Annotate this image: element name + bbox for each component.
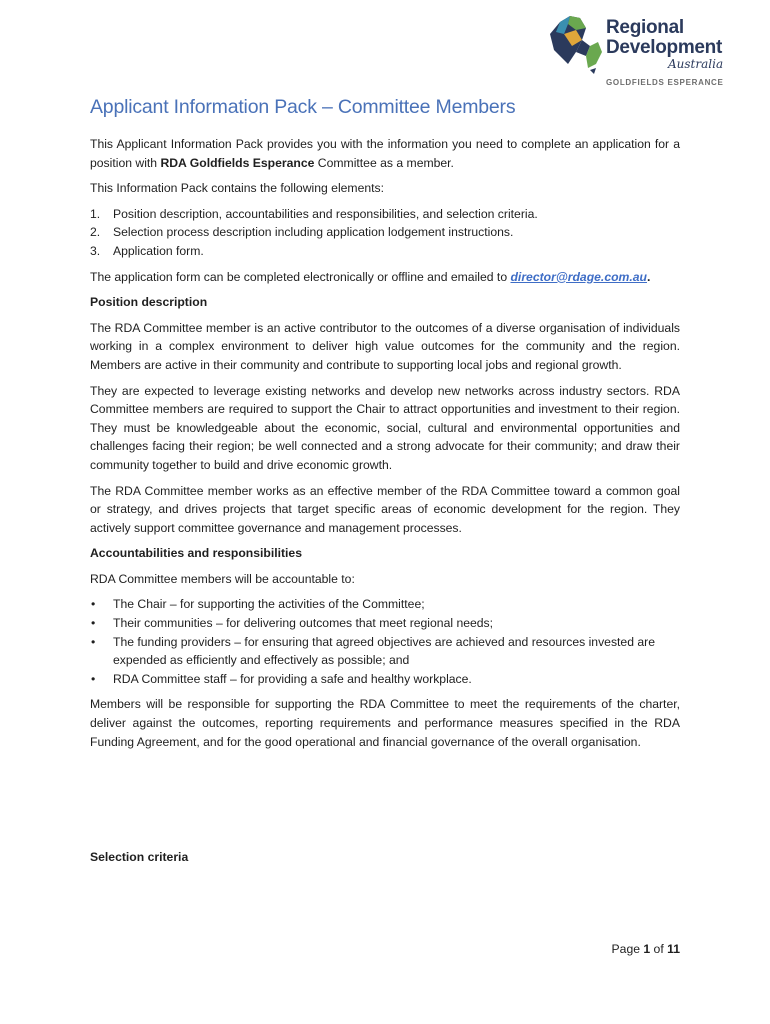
accountabilities-list	[90, 595, 680, 688]
bullet-icon: •	[91, 597, 96, 612]
application-note-end: .	[647, 269, 651, 284]
list-item	[90, 205, 680, 224]
bullet-icon: •	[91, 616, 96, 631]
list-item-text: The Chair – for supporting the activities of the Committee;	[113, 597, 425, 612]
accountabilities-heading: Accountabilities and responsibilities	[90, 546, 302, 561]
organisation-name: RDA Goldfields Esperance	[160, 155, 315, 170]
total-pages: 11	[667, 942, 680, 956]
intro-paragraph	[90, 135, 680, 172]
intro-text-end: Committee as a member.	[314, 155, 454, 170]
list-item-text: Application form.	[113, 243, 204, 258]
list-item	[90, 633, 680, 670]
logo-wordmark-development: Development	[606, 37, 723, 58]
list-item	[90, 595, 680, 614]
page-number	[560, 942, 680, 956]
list-item-text: RDA Committee staff – for providing a safe and healthy workplace.	[113, 671, 472, 686]
current-page: 1	[643, 942, 651, 956]
list-item-text: Selection process description including application lodgement instructions.	[113, 225, 514, 240]
list-item	[90, 242, 680, 261]
intro-text-start: This Applicant Information Pack provides you with the information you need to complete an application for a position with	[90, 137, 680, 170]
bullet-icon: •	[91, 634, 96, 649]
spacer	[90, 758, 680, 848]
australia-map-icon	[546, 12, 608, 74]
list-number: 3.	[90, 243, 101, 258]
email-link[interactable]: director@rdage.com.au	[510, 269, 647, 284]
elements-intro: This Information Pack contains the following elements:	[90, 181, 384, 196]
list-item-text: The funding providers – for ensuring that agreed objectives are achieved and resources invested are expended as efficiently and effectively as possible; and	[113, 634, 655, 668]
of-label: of	[650, 942, 668, 956]
selection-criteria-heading: Selection criteria	[90, 850, 189, 865]
page-title: Applicant Information Pack – Committee Members	[90, 96, 516, 118]
position-heading: Position description	[90, 295, 208, 310]
list-item-text: Position description, accountabilities and responsibilities, and selection criteria.	[113, 206, 538, 221]
list-item-text: Their communities – for delivering outcomes that meet regional needs;	[113, 616, 494, 631]
logo-wordmark-australia: Australia	[668, 57, 724, 71]
list-number: 2.	[90, 225, 101, 240]
accountabilities-intro: RDA Committee members will be accountable to:	[90, 571, 355, 586]
logo-subtitle: GOLDFIELDS ESPERANCE	[606, 78, 724, 87]
rda-logo	[546, 10, 736, 90]
list-item	[90, 614, 680, 633]
application-note	[90, 268, 680, 287]
position-paragraph-2: They are expected to leverage existing networks and develop new networks across industry sectors. RDA Committee members are required to support the Chair to attract opportunities and investment to their region. They must be knowledgeable about the economic, social, cultural and environmental opportunities and challenges facing their region; be well connected and a strong advocate for their community; and draw their community together to build and drive economic growth.	[90, 383, 680, 472]
application-note-text: The application form can be completed electronically or offline and emailed to	[90, 269, 511, 284]
page-label: Page	[611, 942, 644, 956]
elements-list	[90, 205, 680, 261]
document-body	[90, 95, 680, 874]
position-paragraph-3: The RDA Committee member works as an effective member of the RDA Committee toward a common goal or strategy, and drives projects that target specific areas of economic development for the region. They actively support committee governance and management processes.	[90, 483, 680, 535]
accountabilities-closing: Members will be responsible for supporting the RDA Committee to meet the requirements of the charter, deliver against the outcomes, reporting requirements and performance measures specified in the RDA Funding Agreement, and for the good operational and financial governance of the overall organisation.	[90, 697, 680, 749]
list-item	[90, 670, 680, 689]
list-item	[90, 223, 680, 242]
list-number: 1.	[90, 206, 101, 221]
logo-wordmark-regional: Regional	[606, 17, 684, 38]
bullet-icon: •	[91, 671, 96, 686]
position-paragraph-1: The RDA Committee member is an active contributor to the outcomes of a diverse organisation of individuals working in a complex environment to deliver high value outcomes for the community and the region. Members are active in their community and contribute to supporting local jobs and regional growth.	[90, 320, 680, 372]
